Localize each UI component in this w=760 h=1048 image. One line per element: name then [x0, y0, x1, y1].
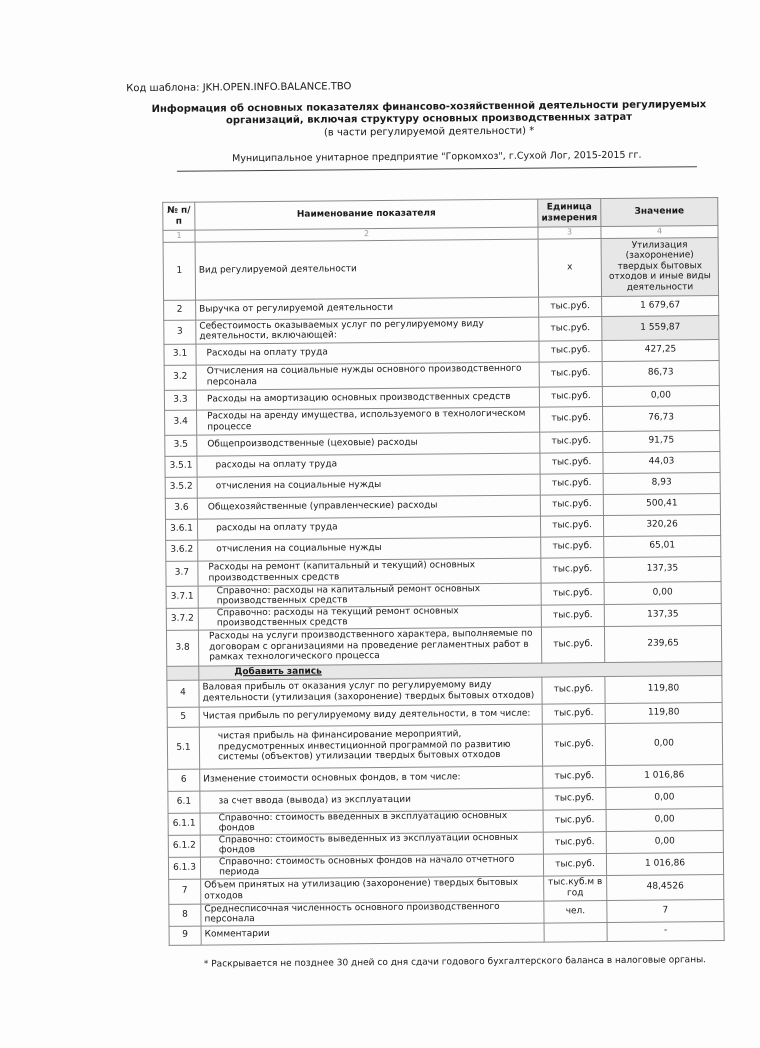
row-value: 44,03	[603, 451, 720, 473]
row-unit: тыс.руб.	[540, 452, 603, 474]
row-value: 0,00	[605, 722, 722, 765]
organization-line: Муниципальное унитарное предприятие "Горкомхоз", г.Сухой Лог, 2015-2015 гг.	[177, 149, 697, 172]
row-number: 3.3	[164, 390, 196, 410]
row-value: 0,00	[602, 385, 719, 406]
table-row	[166, 625, 721, 666]
template-code: Код шаблона: JKH.OPEN.INFO.BALANCE.TBO	[126, 81, 352, 95]
row-indicator-name: расходы на оплату труда	[197, 516, 540, 540]
row-number: 7	[169, 879, 201, 904]
row-number: 3.7.2	[166, 608, 198, 630]
footnote: * Раскрывается не позднее 30 дней со дня сдачи годового бухгалтерского баланса в налоговые органы.	[203, 955, 707, 970]
row-unit: тыс.руб.	[543, 765, 606, 788]
row-value: 65,01	[604, 535, 721, 557]
index-cell: 3	[538, 227, 601, 239]
row-value: 1 016,86	[606, 764, 723, 787]
row-unit: тыс.руб.	[541, 557, 604, 583]
row-indicator-name: Справочно: расходы на капитальный ремонт основных производственных средств	[198, 583, 541, 608]
table-row	[163, 237, 718, 300]
index-cell: 1	[163, 230, 195, 242]
index-cell: 2	[195, 227, 538, 241]
row-unit: тыс.руб.	[541, 604, 604, 627]
row-indicator-name: Общепроизводственные (цеховые) расходы	[197, 432, 540, 456]
row-value: 137,35	[604, 556, 721, 582]
row-unit: тыс.руб.	[540, 431, 603, 453]
row-indicator-name: Расходы на оплату труда	[196, 341, 539, 365]
row-value: 8,93	[603, 472, 720, 494]
row-indicator-name: Справочно: стоимость основных фондов на начало отчетного периода	[200, 854, 543, 879]
row-number: 3.1	[164, 344, 196, 365]
row-number: 3	[164, 320, 196, 344]
row-number: 2	[164, 300, 196, 320]
row-number: 3.4	[165, 410, 197, 435]
row-value: 1 679,67	[602, 295, 719, 316]
row-unit: тыс.руб.	[542, 723, 605, 766]
row-indicator-name: Выручка от регулируемой деятельности	[196, 297, 539, 320]
row-indicator-name: Расходы на ремонт (капитальный и текущий) основных производственных средств	[198, 558, 541, 586]
row-unit: тыс.руб.	[540, 515, 603, 537]
row-number: 1	[163, 242, 196, 300]
row-unit: тыс.руб.	[542, 703, 605, 724]
row-indicator-name: чистая прибыль на финансирование мероприятий, предусмотренных инвестиционной программой по развитию системы (объектов) утилизации твердых бытовых отходов	[199, 724, 542, 769]
row-unit: тыс.руб.	[541, 582, 604, 605]
row-value: -	[607, 921, 724, 941]
add-record-spacer	[167, 666, 199, 680]
row-indicator-name: Отчисления на социальные нужды основного производственного персонала	[196, 362, 539, 390]
row-value: 0,00	[606, 830, 723, 853]
row-number: 3.6.1	[165, 519, 197, 540]
row-number: 6.1.2	[168, 835, 200, 857]
row-indicator-name: Объем принятых на утилизацию (захоронение) твердых бытовых отходов	[201, 876, 544, 904]
document-title: Информация об основных показателях финансово-хозяйственной деятельности регулируемых организаций, включая структуру основных производственных затрат	[151, 99, 707, 127]
row-number: 5	[167, 707, 199, 727]
document-subtitle: (в части регулируемой деятельности) *	[323, 125, 535, 139]
row-indicator-name: Изменение стоимости основных фондов, в том числе:	[200, 766, 543, 791]
row-indicator-name: Чистая прибыль по регулируемому виду деятельности, в том числе:	[199, 704, 542, 727]
row-value: 91,75	[603, 430, 720, 452]
row-unit: тыс.руб.	[539, 296, 602, 317]
row-value: 76,73	[603, 405, 720, 431]
row-unit: тыс.руб.	[543, 787, 606, 810]
header-num: № п/п	[163, 202, 195, 230]
row-unit: тыс.руб.	[542, 676, 605, 704]
row-indicator-name: Валовая прибыль от оказания услуг по регулируемому виду деятельности (утилизация (захоронение) твердых бытовых отходов)	[199, 677, 542, 707]
row-number: 3.7.1	[166, 586, 198, 608]
header-unit: Единица измерения	[538, 199, 601, 228]
row-unit: тыс.руб.	[541, 626, 604, 663]
row-value: 1 559,87	[602, 315, 719, 340]
row-value: 86,73	[602, 360, 719, 386]
row-unit: тыс.руб.	[543, 809, 606, 832]
row-value: 239,65	[604, 625, 721, 662]
row-unit: тыс.руб.	[543, 853, 606, 876]
row-value: 0,00	[606, 808, 723, 831]
row-value: Утилизация (захоронение) твердых бытовых отходов и иные виды деятельности	[601, 237, 719, 296]
row-indicator-name: Расходы на аренду имущества, используемого в технологическом процессе	[197, 407, 540, 435]
row-number: 9	[169, 926, 201, 945]
index-cell: 4	[601, 226, 718, 239]
header-name: Наименование показателя	[195, 199, 538, 230]
row-number: 3.5.1	[165, 456, 197, 477]
row-unit: тыс.руб.	[540, 473, 603, 495]
row-number: 6.1	[168, 791, 200, 813]
row-indicator-name: за счет ввода (вывода) из эксплуатации	[200, 788, 543, 813]
row-number: 6.1.1	[168, 813, 200, 835]
row-number: 3.8	[166, 630, 198, 666]
row-indicator-name: отчисления на социальные нужды	[198, 537, 541, 561]
row-value: 500,41	[603, 493, 720, 515]
row-value: 0,00	[606, 786, 723, 809]
row-unit: х	[538, 238, 602, 297]
row-number: 3.7	[166, 561, 198, 586]
row-indicator-name: Комментарии	[201, 923, 544, 945]
row-number: 3.2	[164, 365, 196, 390]
row-indicator-name: отчисления на социальные нужды	[197, 474, 540, 498]
row-indicator-name: Расходы на услуги производственного характера, выполняемые по договорам с организациями на проведение регламентных работ в рамках технологического процесса	[198, 627, 541, 666]
row-value: 427,25	[602, 339, 719, 361]
row-indicator-name: Себестоимость оказываемых услуг по регулируемому виду деятельности, включающей:	[196, 317, 539, 344]
row-unit: тыс.руб.	[540, 494, 603, 516]
row-number: 8	[169, 904, 201, 926]
row-unit: тыс.руб.	[541, 536, 604, 558]
row-value: 48,4526	[607, 874, 724, 900]
table-body-costs	[163, 237, 722, 666]
row-indicator-name: Вид регулируемой деятельности	[195, 239, 538, 300]
row-indicator-name: Расходы на амортизацию основных производственных средств	[196, 387, 539, 410]
row-value: 119,80	[605, 675, 722, 703]
row-indicator-name: Справочно: стоимость выведенных из эксплуатации основных фондов	[200, 832, 543, 857]
row-indicator-name: Справочно: стоимость введенных в эксплуатацию основных фондов	[200, 810, 543, 835]
row-number: 3.6.2	[166, 540, 198, 561]
row-value: 0,00	[604, 581, 721, 604]
row-value: 119,80	[605, 702, 722, 723]
row-unit: тыс.руб.	[539, 386, 602, 407]
row-indicator-name: Среднесписочная численность основного производственного персонала	[201, 901, 544, 926]
row-unit: тыс.руб.	[539, 340, 602, 362]
header-value: Значение	[601, 198, 718, 227]
row-number: 6.1.3	[168, 857, 200, 879]
table-row	[167, 722, 722, 769]
row-value: 137,35	[604, 603, 721, 626]
row-unit: тыс.куб.м в год	[544, 875, 607, 901]
row-unit: тыс.руб.	[539, 361, 602, 387]
row-indicator-name: расходы на оплату труда	[197, 453, 540, 477]
row-unit: чел.	[544, 900, 607, 923]
row-indicator-name: Справочно: расходы на текущий ремонт основных производственных средств	[198, 605, 541, 630]
row-number: 3.5	[165, 435, 197, 456]
row-number: 4	[167, 680, 199, 707]
row-number: 3.5.2	[165, 477, 197, 498]
indicators-table	[162, 197, 724, 945]
add-record-link[interactable]: Добавить запись	[199, 661, 722, 680]
row-value: 7	[607, 899, 724, 922]
row-unit: тыс.руб.	[540, 406, 603, 432]
row-value: 320,26	[603, 514, 720, 536]
row-unit: тыс.руб.	[543, 831, 606, 854]
row-number: 3.6	[165, 498, 197, 519]
row-unit: тыс.руб.	[539, 316, 602, 341]
row-indicator-name: Общехозяйственные (управленческие) расходы	[197, 495, 540, 519]
row-number: 5.1	[167, 727, 199, 769]
table-body-results	[167, 675, 724, 945]
row-number: 6	[168, 769, 200, 791]
row-value: 1 016,86	[606, 852, 723, 875]
row-unit	[544, 922, 607, 942]
